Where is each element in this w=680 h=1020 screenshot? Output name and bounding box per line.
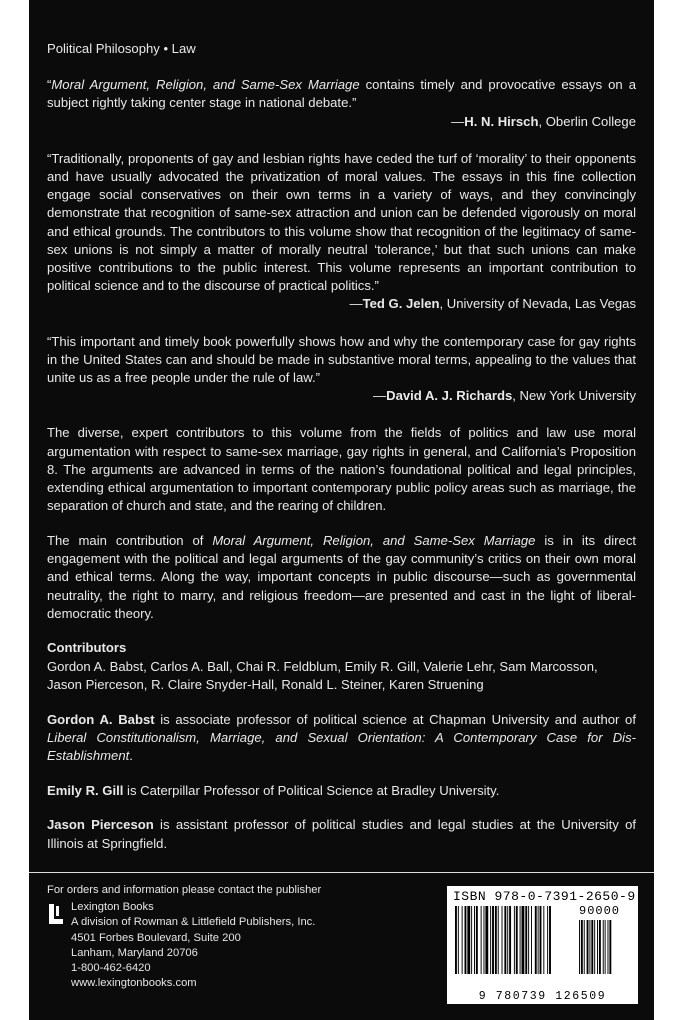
isbn-label: ISBN 978-0-7391-2650-9 xyxy=(453,889,636,904)
bios-section xyxy=(47,711,636,853)
contributors-list: Gordon A. Babst, Carlos A. Ball, Chai R. Feldblum, Emily R. Gill, Valerie Lehr, Sam Marcosson, Jason Pierceson, R. Claire Snyder-Hall, Ronald L. Steiner, Karen Struening xyxy=(47,658,598,692)
footer-divider xyxy=(29,872,654,873)
blurb-attribution: —David A. J. Richards, New York University xyxy=(373,388,636,404)
publisher-city: Lanham, Maryland 20706 xyxy=(71,946,198,959)
publisher-website: www.lexingtonbooks.com xyxy=(71,977,197,990)
cover-content xyxy=(47,40,636,869)
publisher-block xyxy=(47,900,321,991)
bio-babst: Gordon A. Babst is associate professor of political science at Chapman University and author of Liberal Constitutionalism, Marriage, and Sexual Orientation: A Contemporary Case for Dis-Establishment. xyxy=(47,711,636,763)
contact-line: For orders and information please contact the publisher xyxy=(47,884,322,896)
ean-digits: 9 780739 126509 xyxy=(478,990,607,1003)
bio-gill: Emily R. Gill is Caterpillar Professor of Political Science at Bradley University. xyxy=(47,782,500,798)
publisher-address: 4501 Forbes Boulevard, Suite 200 xyxy=(71,931,241,944)
blurb-author: H. N. Hirsch xyxy=(464,113,539,129)
lexington-logo-icon xyxy=(47,903,65,925)
blurb-hirsch xyxy=(47,76,636,131)
blurb-text: “This important and timely book powerfully shows how and why the contemporary case for gay rights in the United States can and should be made in substantive moral terms, appealing to the values that unite us as a free people under the rule of law.” xyxy=(47,333,636,386)
contributors-heading: Contributors xyxy=(47,640,127,656)
description-paragraph-1: The diverse, expert contributors to this volume from the fields of politics and law use moral argumentation with respect to same-sex marriage, gay rights in general, and California’s Proposition 8. The arguments are advanced in terms of the nation’s foundational political and legal principles, extending ethical argumentation to important contemporary public policy areas such as marriage, the separation of church and state, and the rearing of children. xyxy=(47,425,636,514)
publisher-phone: 1-800-462-6420 xyxy=(71,962,151,975)
blurb-jelen xyxy=(47,150,636,314)
blurb-attribution: —H. N. Hirsch, Oberlin College xyxy=(451,113,636,129)
publisher-info xyxy=(47,883,321,991)
blurb-author: Ted G. Jelen xyxy=(362,296,440,312)
description-paragraph-2: The main contribution of Moral Argument, Religion, and Same-Sex Marriage is in its direct engagement with the political and legal arguments of the gay community’s critics on their own moral and ethical terms. Along the way, important concepts in public discourse—such as governmental neutrality, the right to marry, and religious freedom—are presented and cast in the light of liberal-democratic theory. xyxy=(47,532,637,621)
publisher-name: Lexington Books xyxy=(71,901,154,914)
back-cover xyxy=(29,0,654,1020)
blurb-richards xyxy=(47,333,636,406)
blurb-text: “Traditionally, proponents of gay and lesbian rights have ceded the turf of ‘morality’ to their opponents and have usually advocated the privatization of moral values. The essays in this fine collection engage social conservatives on their own terms in a variety of ways, and they convincingly demonstrate that recognition of same-sex attraction and union can be defended vigorously on moral and ethical grounds. The contributors to this volume show that recognition of the legitimacy of same-sex unions is not simply a matter of morally neutral ‘tolerance,’ but that such unions can make positive contributions to the public interest. This volume represents an important contribution to political science and to the discourse of practical politics.” xyxy=(47,150,636,294)
contributors-section xyxy=(47,639,636,694)
category-label: Political Philosophy • Law xyxy=(47,41,196,56)
barcode-box xyxy=(447,886,638,1004)
bio-pierceson: Jason Pierceson is assistant professor of political studies and legal studies at the University of Illinois at Springfield. xyxy=(47,817,637,851)
blurb-text: “Moral Argument, Religion, and Same-Sex Marriage contains timely and provocative essays on a subject rightly taking center stage in national debate.” xyxy=(47,77,636,111)
blurb-attribution: —Ted G. Jelen, University of Nevada, Las Vegas xyxy=(349,296,636,312)
bio-book-title: Liberal Constitutionalism, Marriage, and Sexual Orientation: A Contemporary Case for Dis-Establishment xyxy=(47,729,636,763)
publisher-division: A division of Rowman & Littlefield Publishers, Inc. xyxy=(71,916,316,929)
book-title: Moral Argument, Religion, and Same-Sex Marriage xyxy=(51,77,360,93)
blurb-author: David A. J. Richards xyxy=(386,388,513,404)
barcode-addon-digits: 90000 xyxy=(579,904,621,918)
book-title: Moral Argument, Religion, and Same-Sex Marriage xyxy=(212,532,536,548)
